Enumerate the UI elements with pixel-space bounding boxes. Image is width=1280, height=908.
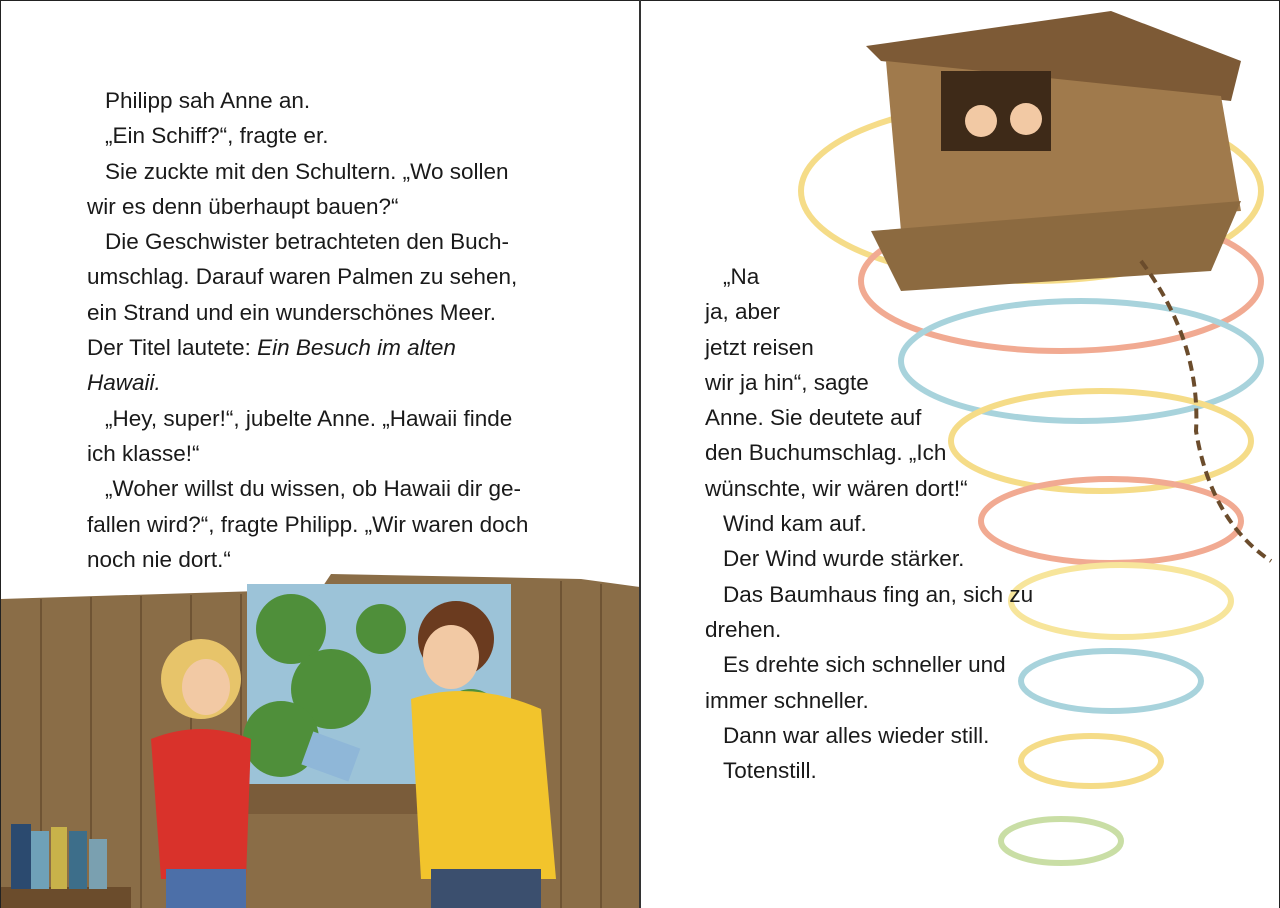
text-line: Das Baumhaus fing an, sich zu bbox=[723, 581, 1034, 607]
text-line: ich klasse!“ bbox=[87, 440, 200, 466]
text-line: fallen wird?“, fragte Philipp. „Wir waren doch bbox=[87, 511, 529, 537]
text-line: „Hey, super!“, jubelte Anne. „Hawaii finde bbox=[105, 405, 513, 431]
left-page-text bbox=[87, 83, 528, 577]
text-line: drehen. bbox=[705, 616, 782, 642]
text-line: Der Wind wurde stärker. bbox=[723, 546, 965, 572]
text-line: Wind kam auf. bbox=[723, 511, 867, 537]
text-line bbox=[87, 365, 528, 400]
right-page-text bbox=[705, 259, 1033, 788]
text-line: wir ja hin“, sagte bbox=[705, 369, 869, 395]
text-line: Anne. Sie deutete auf bbox=[705, 405, 922, 431]
text-line: wir es denn überhaupt bauen?“ bbox=[87, 193, 399, 219]
text-line bbox=[87, 330, 528, 365]
text-line: wünschte, wir wären dort!“ bbox=[705, 475, 968, 501]
text-line: Sie zuckte mit den Schultern. „Wo sollen bbox=[105, 158, 509, 184]
text-line: umschlag. Darauf waren Palmen zu sehen, bbox=[87, 264, 518, 290]
text-line: Philipp sah Anne an. bbox=[105, 88, 311, 113]
treehouse-interior-illustration bbox=[1, 569, 639, 908]
text-line: den Buchumschlag. „Ich bbox=[705, 440, 947, 466]
text-line: ein Strand und ein wunderschönes Meer. bbox=[87, 299, 497, 325]
text-line: Totenstill. bbox=[723, 758, 817, 784]
text-line: „Ein Schiff?“, fragte er. bbox=[105, 123, 329, 149]
anne-figure bbox=[151, 639, 251, 908]
treehouse bbox=[866, 11, 1241, 291]
text-span: Der Titel lautete: bbox=[87, 335, 258, 361]
text-line: Dann war alles wieder still. bbox=[723, 722, 990, 748]
left-page bbox=[0, 0, 639, 908]
right-page bbox=[641, 0, 1280, 908]
text-line: „Na bbox=[723, 264, 760, 289]
text-line: ja, aber bbox=[705, 299, 781, 325]
book-title-italic: Hawaii. bbox=[87, 370, 161, 396]
text-line: Die Geschwister betrachteten den Buch- bbox=[105, 229, 509, 255]
text-line: noch nie dort.“ bbox=[87, 546, 231, 572]
book-title-italic: Ein Besuch im alten bbox=[257, 335, 456, 361]
text-line: immer schneller. bbox=[705, 687, 869, 713]
text-line: Es drehte sich schneller und bbox=[723, 652, 1006, 678]
text-line: „Woher willst du wissen, ob Hawaii dir ge- bbox=[105, 476, 521, 502]
text-line: jetzt reisen bbox=[705, 334, 814, 360]
